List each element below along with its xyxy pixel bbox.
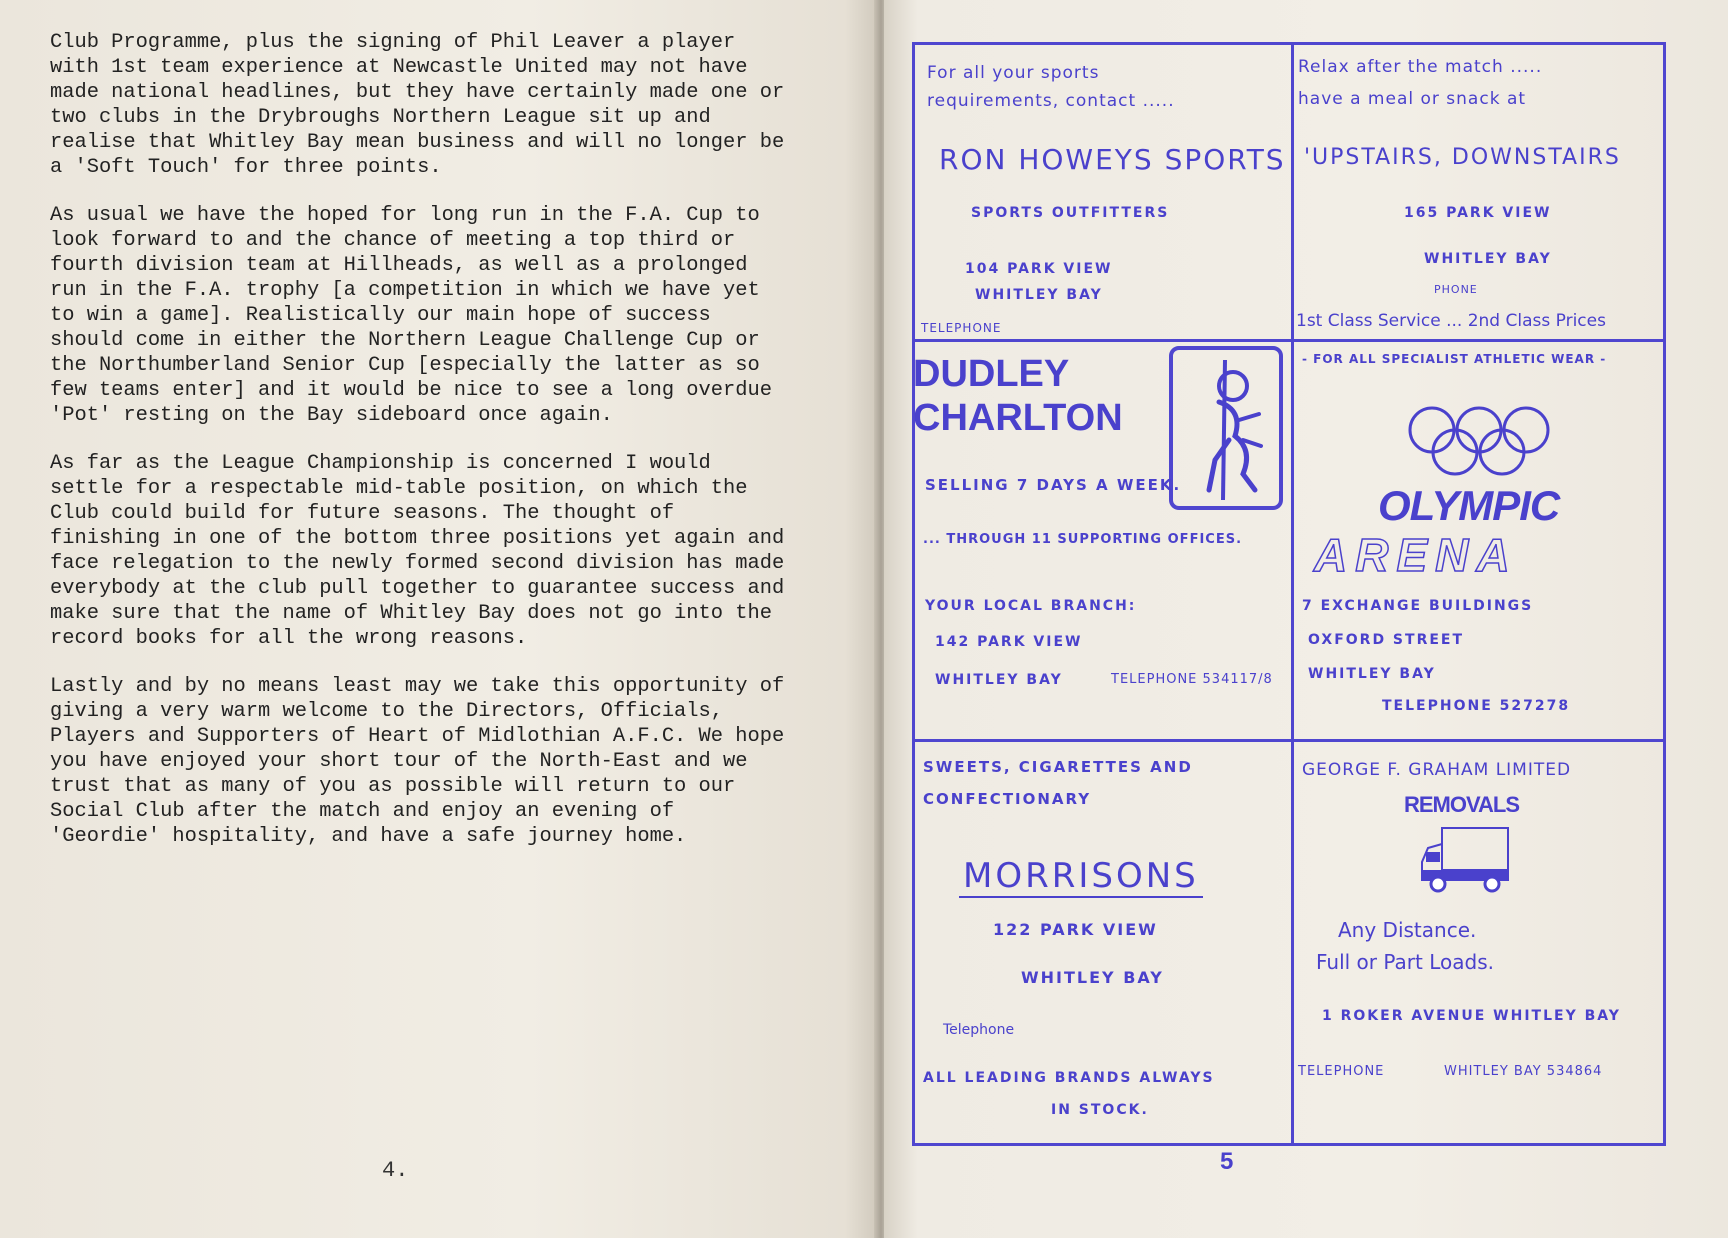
dudley-branch: YOUR LOCAL BRANCH:	[925, 598, 1137, 614]
olympic-telephone: TELEPHONE 527278	[1382, 698, 1571, 714]
ups-line1: Relax after the match .....	[1298, 57, 1543, 77]
ups-name: 'UPSTAIRS, DOWNSTAIRS	[1304, 145, 1621, 170]
advert-grid	[912, 42, 1666, 1146]
graham-number: WHITLEY BAY 534864	[1444, 1064, 1603, 1079]
typed-article	[50, 30, 790, 872]
paragraph-1: Club Programme, plus the signing of Phil Leaver a player with 1st team experience at Newcastle United may not have made national headlines, but they have certainly made one or two clubs in the Drybroughs Northern League sit up and realise that Whitley Bay mean business and will no longer be a 'Soft Touch' for three points.	[50, 31, 785, 179]
olympic-address2: OXFORD STREET	[1308, 632, 1465, 648]
ups-phone: PHONE	[1434, 283, 1478, 296]
dudley-name2: CHARLTON	[913, 397, 1123, 439]
ron-line2: requirements, contact .....	[927, 91, 1175, 111]
morrisons-telephone: Telephone	[943, 1022, 1015, 1038]
paragraph-4: Lastly and by no means least may we take this opportunity of giving a very warm welcome to the Directors, Officials, Players and Supporters of Heart of Midlothian A.F.C. We hope you have enjoyed your short tour of the North-East and we trust that as many of you as possible will return to our Social Club after the match and enjoy an evening of 'Geordie' hospitality, and have a safe journey home.	[50, 675, 785, 848]
morrisons-address2: WHITLEY BAY	[1021, 968, 1164, 987]
olympic-name1: OLYMPIC	[1378, 482, 1560, 529]
ad-dudley-charlton	[915, 342, 1291, 739]
ad-ron-howeys	[915, 45, 1291, 339]
removal-van-icon	[1420, 824, 1512, 896]
morrisons-name: MORRISONS	[959, 856, 1203, 898]
ups-tagline: 1st Class Service ... 2nd Class Prices	[1296, 311, 1606, 331]
morrisons-footer2: IN STOCK.	[1051, 1102, 1149, 1118]
dudley-address2: WHITLEY BAY	[935, 672, 1063, 688]
ron-subtitle: SPORTS OUTFITTERS	[971, 205, 1170, 221]
ad-upstairs-downstairs	[1294, 45, 1663, 339]
olympic-rings-icon	[1404, 402, 1554, 482]
graham-telephone: TELEPHONE	[1298, 1064, 1385, 1079]
graham-address: 1 ROKER AVENUE WHITLEY BAY	[1322, 1008, 1621, 1024]
graham-service: REMOVALS	[1404, 792, 1520, 817]
dudley-telephone: TELEPHONE 534117/8	[1111, 672, 1273, 687]
graham-line2: Full or Part Loads.	[1316, 950, 1494, 974]
ad-olympic-arena	[1294, 342, 1663, 739]
lion-rampant-icon	[1173, 350, 1279, 506]
ups-address2: WHITLEY BAY	[1424, 251, 1552, 267]
dudley-lion-logo	[1169, 346, 1283, 510]
dudley-address1: 142 PARK VIEW	[935, 634, 1083, 650]
ups-address1: 165 PARK VIEW	[1404, 205, 1552, 221]
ron-address2: WHITLEY BAY	[975, 287, 1103, 303]
olympic-header: - FOR ALL SPECIALIST ATHLETIC WEAR -	[1302, 352, 1607, 366]
morrisons-line1: SWEETS, CIGARETTES AND	[923, 758, 1193, 776]
paragraph-2: As usual we have the hoped for long run in the F.A. Cup to look forward to and the chance of meeting a top third or fourth division team at Hillheads, as well as a prolonged run in the F.A. trophy [a competition in which we have yet to win a game]. Realistically our main hope of success should come in either the Northern League Challenge Cup or the Northumberland Senior Cup [especially the latter as so few teams enter] and it would be nice to see a long overdue 'Pot' resting on the Bay sideboard once again.	[50, 204, 772, 427]
ron-line1: For all your sports	[927, 63, 1100, 83]
dudley-line1: SELLING 7 DAYS A WEEK.	[925, 476, 1182, 494]
morrisons-line2: CONFECTIONARY	[923, 790, 1092, 808]
dudley-line2: ... THROUGH 11 SUPPORTING OFFICES.	[923, 532, 1243, 547]
ron-address1: 104 PARK VIEW	[965, 261, 1113, 277]
page-number-left: 4.	[382, 1158, 409, 1183]
olympic-address1: 7 EXCHANGE BUILDINGS	[1302, 598, 1534, 614]
graham-line1: Any Distance.	[1338, 918, 1477, 942]
ron-telephone: TELEPHONE	[921, 321, 1002, 335]
olympic-address3: WHITLEY BAY	[1308, 666, 1436, 682]
morrisons-footer1: ALL LEADING BRANDS ALWAYS	[923, 1070, 1215, 1086]
ups-line2: have a meal or snack at	[1298, 89, 1527, 109]
dudley-name1: DUDLEY	[913, 353, 1070, 395]
graham-name: GEORGE F. GRAHAM LIMITED	[1302, 760, 1572, 780]
page-number-right: 5	[1220, 1148, 1234, 1175]
morrisons-address1: 122 PARK VIEW	[993, 920, 1158, 939]
olympic-name2: ARENA	[1314, 529, 1518, 581]
ad-morrisons	[915, 742, 1291, 1143]
ron-name: RON HOWEYS SPORTS	[939, 143, 1286, 176]
paragraph-3: As far as the League Championship is concerned I would settle for a respectable mid-table position, on which the Club could build for future seasons. The thought of finishing in one of the bottom three positions yet again and face relegation to the newly formed second division has made everybody at the club pull together to guarantee success and make sure that the name of Whitley Bay does not go into the record books for all the wrong reasons.	[50, 452, 785, 650]
ad-george-graham	[1294, 742, 1663, 1143]
